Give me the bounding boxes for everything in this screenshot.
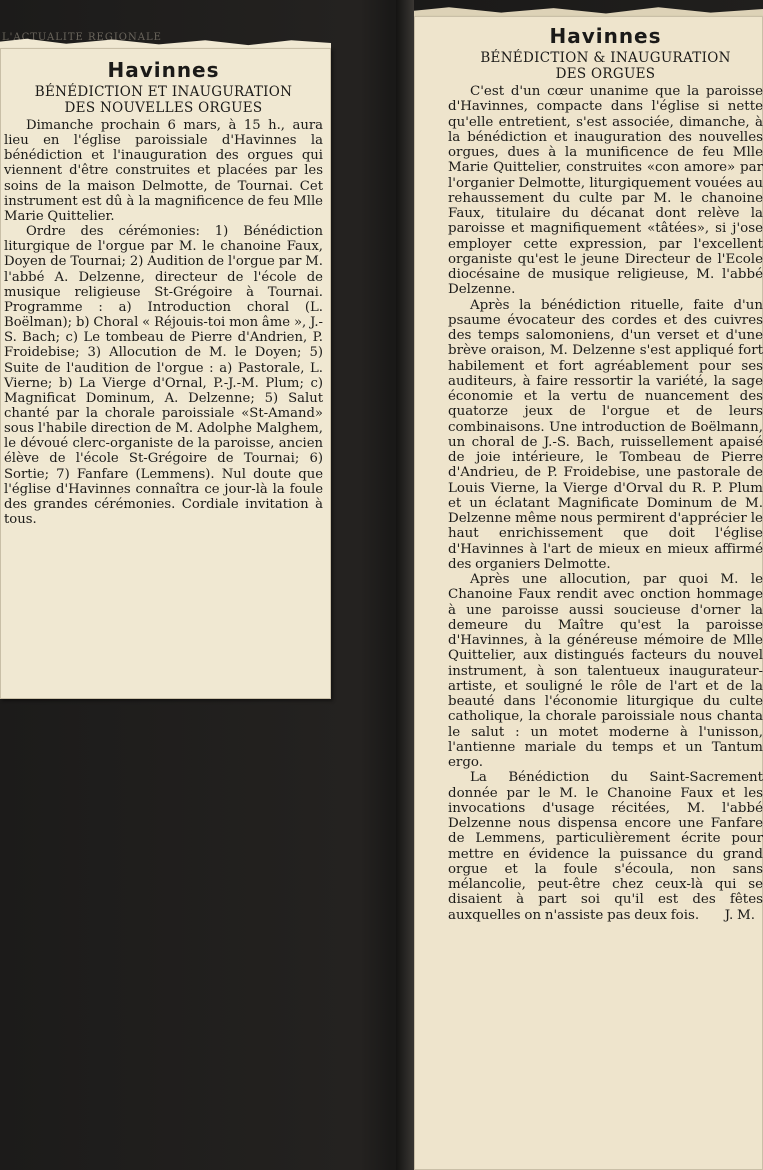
left-clipping-title: Havinnes <box>107 58 220 82</box>
page-fold-shadow <box>396 0 414 1170</box>
left-subtitle-line2: DES NOUVELLES ORGUES <box>64 100 263 116</box>
left-paragraph: Dimanche prochain 6 mars, à 15 h., aura lieu en l'église paroissiale d'Havinnes la bénédiction et l'inauguration des orgues qui viennent d'être construites et placées par les soins de la maison Delmotte, de Tournai. Cet instrument est dû à la magnificence de feu Mlle Marie Quittelier. <box>4 118 323 224</box>
right-clipping-title: Havinnes <box>549 24 662 48</box>
right-paragraph: Après la bénédiction rituelle, faite d'un psaume évocateur des cordes et des cuivres des temps salomoniens, d'un verset et d'une brève oraison, M. Delzenne s'est appliqué fort habilement et fort agréablement pour ses auditeurs, à faire ressortir la variété, la sage économie et la vertu de nuancement des quatorze jeux de l'orgue et de leurs combinaisons. Une introduction de Boëlmann, un choral de J.-S. Bach, ruissellement apaisé de joie intérieure, le Tombeau de Pierre d'Andrieu, de P. Froidebise, une pastorale de Louis Vierne, la Vierge d'Orval du R. P. Plum et un éclatant Magnificate Dominum de M. Delzenne même nous permirent d'apprécier le haut enrichissement que doit l'église d'Havinnes à l'art de mieux en mieux affirmé des organiers Delmotte. <box>448 297 763 572</box>
left-clipping-subtitle <box>4 84 323 116</box>
right-clipping-body <box>448 84 763 923</box>
right-clipping-subtitle <box>448 50 763 82</box>
right-subtitle-line2: DES ORGUES <box>555 66 656 82</box>
right-paragraph: Après une allocution, par quoi M. le Chanoine Faux rendit avec onction hommage à une paroisse aussi soucieuse d'orner la demeure du Maître qu'est la paroisse d'Havinnes, à la généreuse mémoire de Mlle Quittelier, aux distingués facteurs du nouvel instrument, à son talentueux inaugurateur-artiste, et souligné le rôle de l'art et de la beauté dans l'économie liturgique du culte catholique, la chorale paroissiale nous chanta le salut : un motet moderne à l'unisson, l'antienne mariale du temps et un Tantum ergo. <box>448 572 763 770</box>
right-paragraph-last <box>448 770 763 923</box>
torn-header-fragment: L'ACTUALITÉ RÉGIONALE <box>2 32 162 43</box>
right-paragraph-text: La Bénédiction du Saint-Sacrement donnée par le M. le Chanoine Faux et les invocations d'usage récitées, M. l'abbé Delzenne nous dispensa encore une Fanfare de Lemmens, particulièrement écrite pour mettre en évidence la puissance du grand orgue et la foule s'écoula, non sans mélancolie, peut-être chez ceux-là qui se disaient à part soi qu'il est des fêtes auxquelles on n'assiste pas deux fois. <box>448 770 763 923</box>
right-newspaper-clipping <box>414 16 763 1170</box>
left-newspaper-clipping <box>0 48 331 699</box>
left-paragraph: Ordre des cérémonies: 1) Bénédiction liturgique de l'orgue par M. le chanoine Faux, Doyen de Tournai; 2) Audition de l'orgue par M. l'abbé A. Delzenne, directeur de l'école de musique religieuse St-Grégoire à Tournai. Programme : a) Introduction choral (L. Boëlman); b) Choral « Réjouis-toi mon âme », J.-S. Bach; c) Le tombeau de Pierre d'Andrien, P. Froidebise; 3) Allocution de M. le Doyen; 5) Suite de l'audition de l'orgue : a) Pastorale, L. Vierne; b) La Vierge d'Ornal, P.-J.-M. Plum; c) Magnificat Dominum, A. Delzenne; 5) Salut chanté par la chorale paroissiale «St-Amand» sous l'habile direction de M. Adolphe Malghem, le dévoué clerc-organiste de la paroisse, ancien élève de l'école St-Grégoire de Tournai; 6) Sortie; 7) Fanfare (Lemmens). Nul doute que l'église d'Havinnes connaîtra ce jour-là la foule des grandes cérémonies. Cordiale invitation à tous. <box>4 224 323 528</box>
right-paragraph: C'est d'un cœur unanime que la paroisse d'Havinnes, compacte dans l'église si nette qu'elle entretient, s'est associée, dimanche, à la bénédiction et inauguration des nouvelles orgues, dues à la munificence de feu Mlle Marie Quittelier, construites «con amore» par l'organier Delmotte, liturgiquement vouées au rehaussement du culte par M. le chanoine Faux, titulaire du décanat dont relève la paroisse et magnifiquement «tâtées», si j'ose employer cette expression, par l'excellent organiste qu'est le jeune Directeur de l'Ecole diocésaine de musique religieuse, M. l'abbé Delzenne. <box>448 84 763 298</box>
left-subtitle-line1: BÉNÉDICTION ET INAUGURATION <box>34 84 293 100</box>
right-subtitle-line1: BÉNÉDICTION & INAUGURATION <box>480 50 731 66</box>
author-signature: J. M. <box>724 907 755 923</box>
left-clipping-body <box>4 118 323 527</box>
